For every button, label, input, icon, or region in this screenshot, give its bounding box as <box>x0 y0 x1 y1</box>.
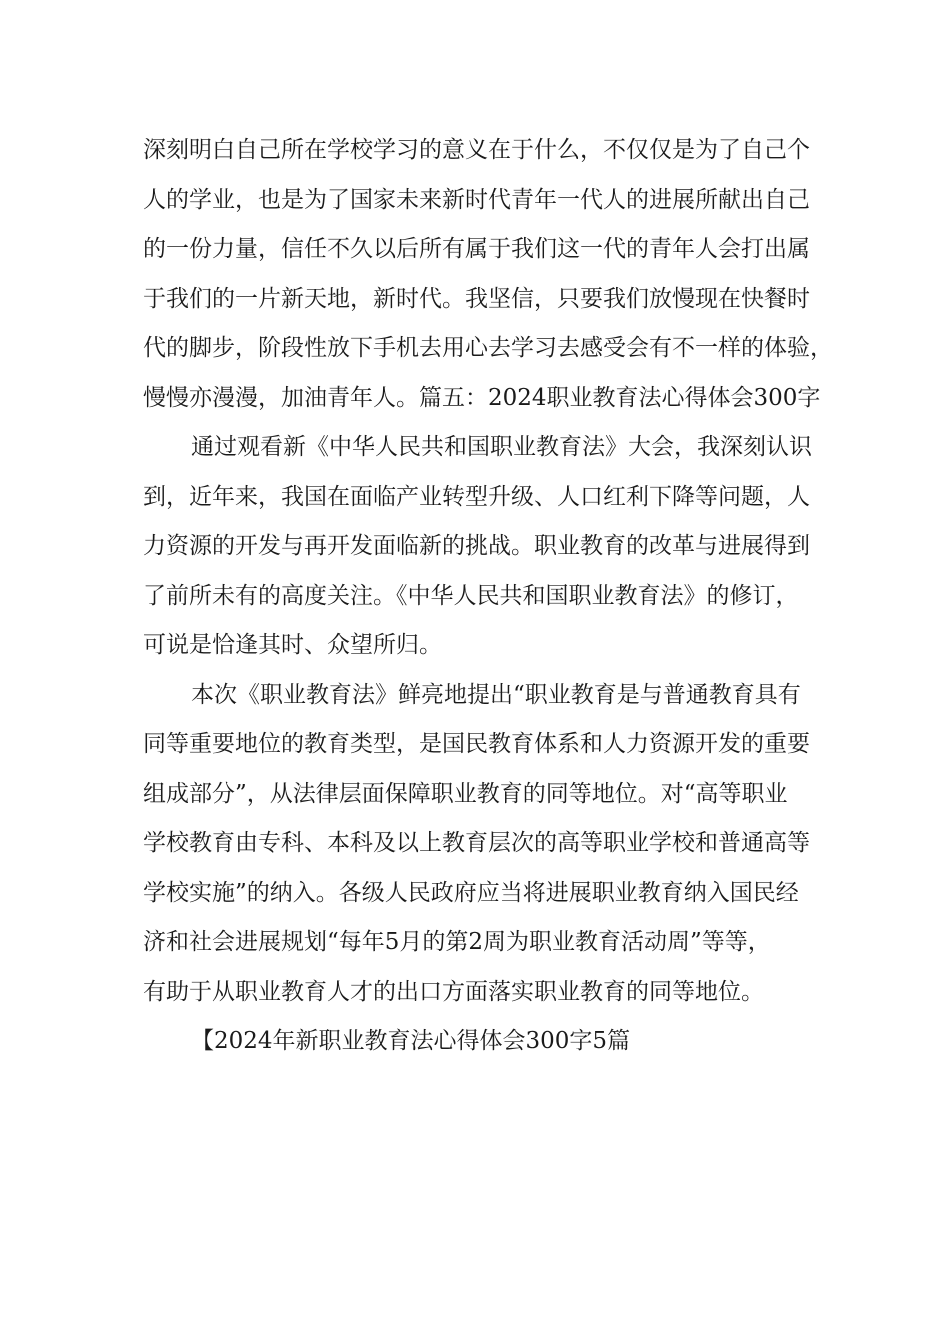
text-line: 到，近年来，我国在面临产业转型升级、人口红利下降等问题，人 <box>143 483 810 510</box>
text-line: 通过观看新《中华人民共和国职业教育法》大会，我深刻认识 <box>191 434 812 460</box>
text-line: 【2024年新职业教育法心得体会300字5篇 <box>191 1028 631 1054</box>
text-line: 了前所未有的高度关注。《中华人民共和国职业教育法》的修订， <box>143 582 799 609</box>
text-line: 深刻明白自己所在学校学习的意义在于什么，不仅仅是为了自己个 <box>143 137 810 163</box>
text-line: 力资源的开发与再开发面临新的挑战。职业教育的改革与进展得到 <box>143 533 810 559</box>
text-line: 同等重要地位的教育类型，是国民教育体系和人力资源开发的重要 <box>143 731 810 757</box>
text-line: 本次《职业教育法》鲜亮地提出“职业教育是与普通教育具有 <box>191 681 801 708</box>
text-line: 济和社会进展规划“每年5月的第2周为职业教育活动周”等等， <box>143 929 771 955</box>
text-line: 于我们的一片新天地，新时代。我坚信，只要我们放慢现在快餐时 <box>143 285 810 312</box>
paragraph-4 <box>143 1017 823 1067</box>
text-line: 可说是恰逢其时、众望所归。 <box>143 632 442 658</box>
paragraph-2 <box>143 423 823 671</box>
text-line: 的一份力量，信任不久以后所有属于我们这一代的青年人会打出属 <box>143 236 810 262</box>
text-line: 慢慢亦漫漫，加油青年人。篇五：2024职业教育法心得体会300字 <box>143 384 821 411</box>
paragraph-1 <box>143 126 833 423</box>
text-line: 学校教育由专科、本科及以上教育层次的高等职业学校和普通高等 <box>143 830 810 856</box>
text-line: 学校实施”的纳入。各级人民政府应当将进展职业教育纳入国民经 <box>143 879 799 906</box>
paragraph-3 <box>143 671 823 1018</box>
text-line: 有助于从职业教育人才的出口方面落实职业教育的同等地位。 <box>143 978 764 1005</box>
text-line: 人的学业，也是为了国家未来新时代青年一代人的进展所献出自己 <box>143 186 810 213</box>
document-body <box>143 126 833 1067</box>
text-line: 代的脚步，阶段性放下手机去用心去学习去感受会有不一样的体验， <box>143 335 833 361</box>
text-line: 组成部分”，从法律层面保障职业教育的同等地位。对“高等职业 <box>143 780 788 807</box>
